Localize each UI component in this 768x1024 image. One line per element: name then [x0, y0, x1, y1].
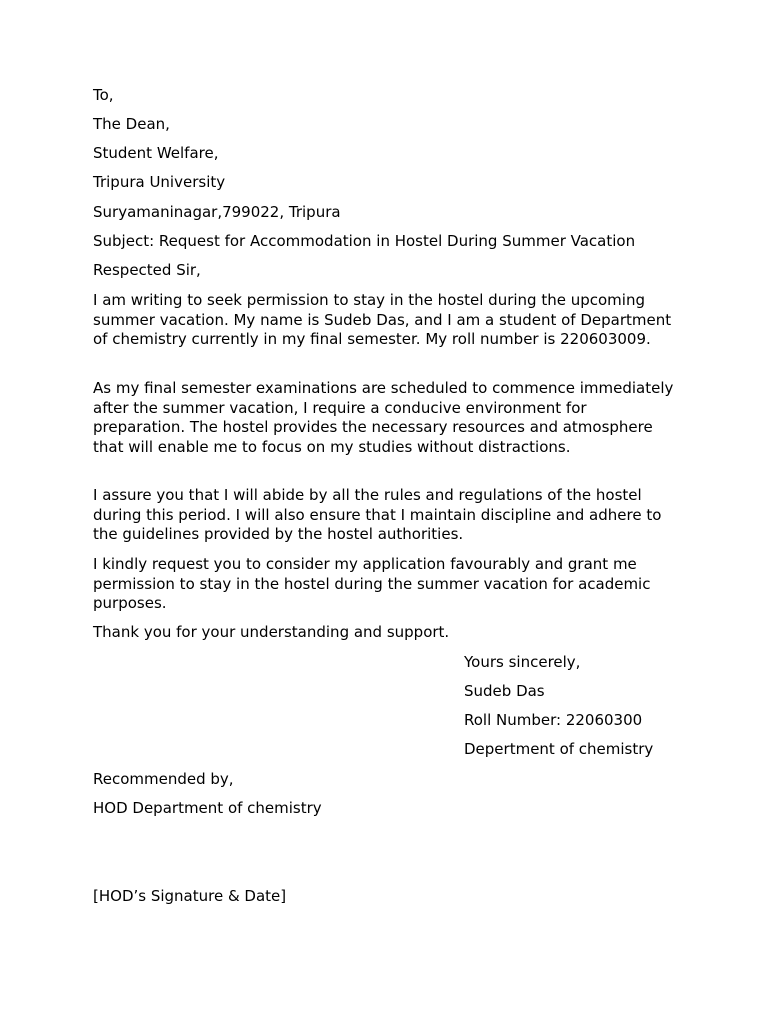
signoff: Yours sincerely, [464, 653, 581, 671]
recipient-title: The Dean, [93, 115, 170, 133]
recipient-address: Suryamaninagar,799022, Tripura [93, 203, 341, 221]
subject-line: Subject: Request for Accommodation in Hostel During Summer Vacation [93, 232, 636, 250]
body-paragraph-1: I am writing to seek permission to stay in the hostel during the upcoming summer vacation. My name is Sudeb Das, and I am a student of Department of chemistry currently in my final semester. My roll number is 220603009. [93, 291, 672, 349]
sender-name: Sudeb Das [464, 682, 545, 700]
thanks-line: Thank you for your understanding and support. [93, 623, 450, 641]
to-line: To, [93, 86, 114, 104]
salutation: Respected Sir, [93, 261, 201, 279]
body-paragraph-4: I kindly request you to consider my application favourably and grant me permission to stay in the hostel during the summer vacation for academic purposes. [93, 555, 651, 613]
sender-roll-number: Roll Number: 22060300 [464, 711, 643, 729]
recipient-office: Student Welfare, [93, 144, 219, 162]
recipient-institution: Tripura University [93, 173, 226, 191]
recommender: HOD Department of chemistry [93, 799, 322, 817]
body-paragraph-2: As my final semester examinations are scheduled to commence immediately after the summer vacation, I require a conducive environment for preparation. The hostel provides the necessary resources and atmosphere that will enable me to focus on my studies without distractions. [93, 379, 674, 456]
signature-placeholder: [HOD’s Signature & Date] [93, 887, 287, 905]
body-paragraph-3: I assure you that I will abide by all the rules and regulations of the hostel during this period. I will also ensure that I maintain discipline and adhere to the guidelines provided by the hostel authorities. [93, 486, 662, 544]
sender-department: Depertment of chemistry [464, 740, 654, 758]
recommended-by-label: Recommended by, [93, 770, 234, 788]
